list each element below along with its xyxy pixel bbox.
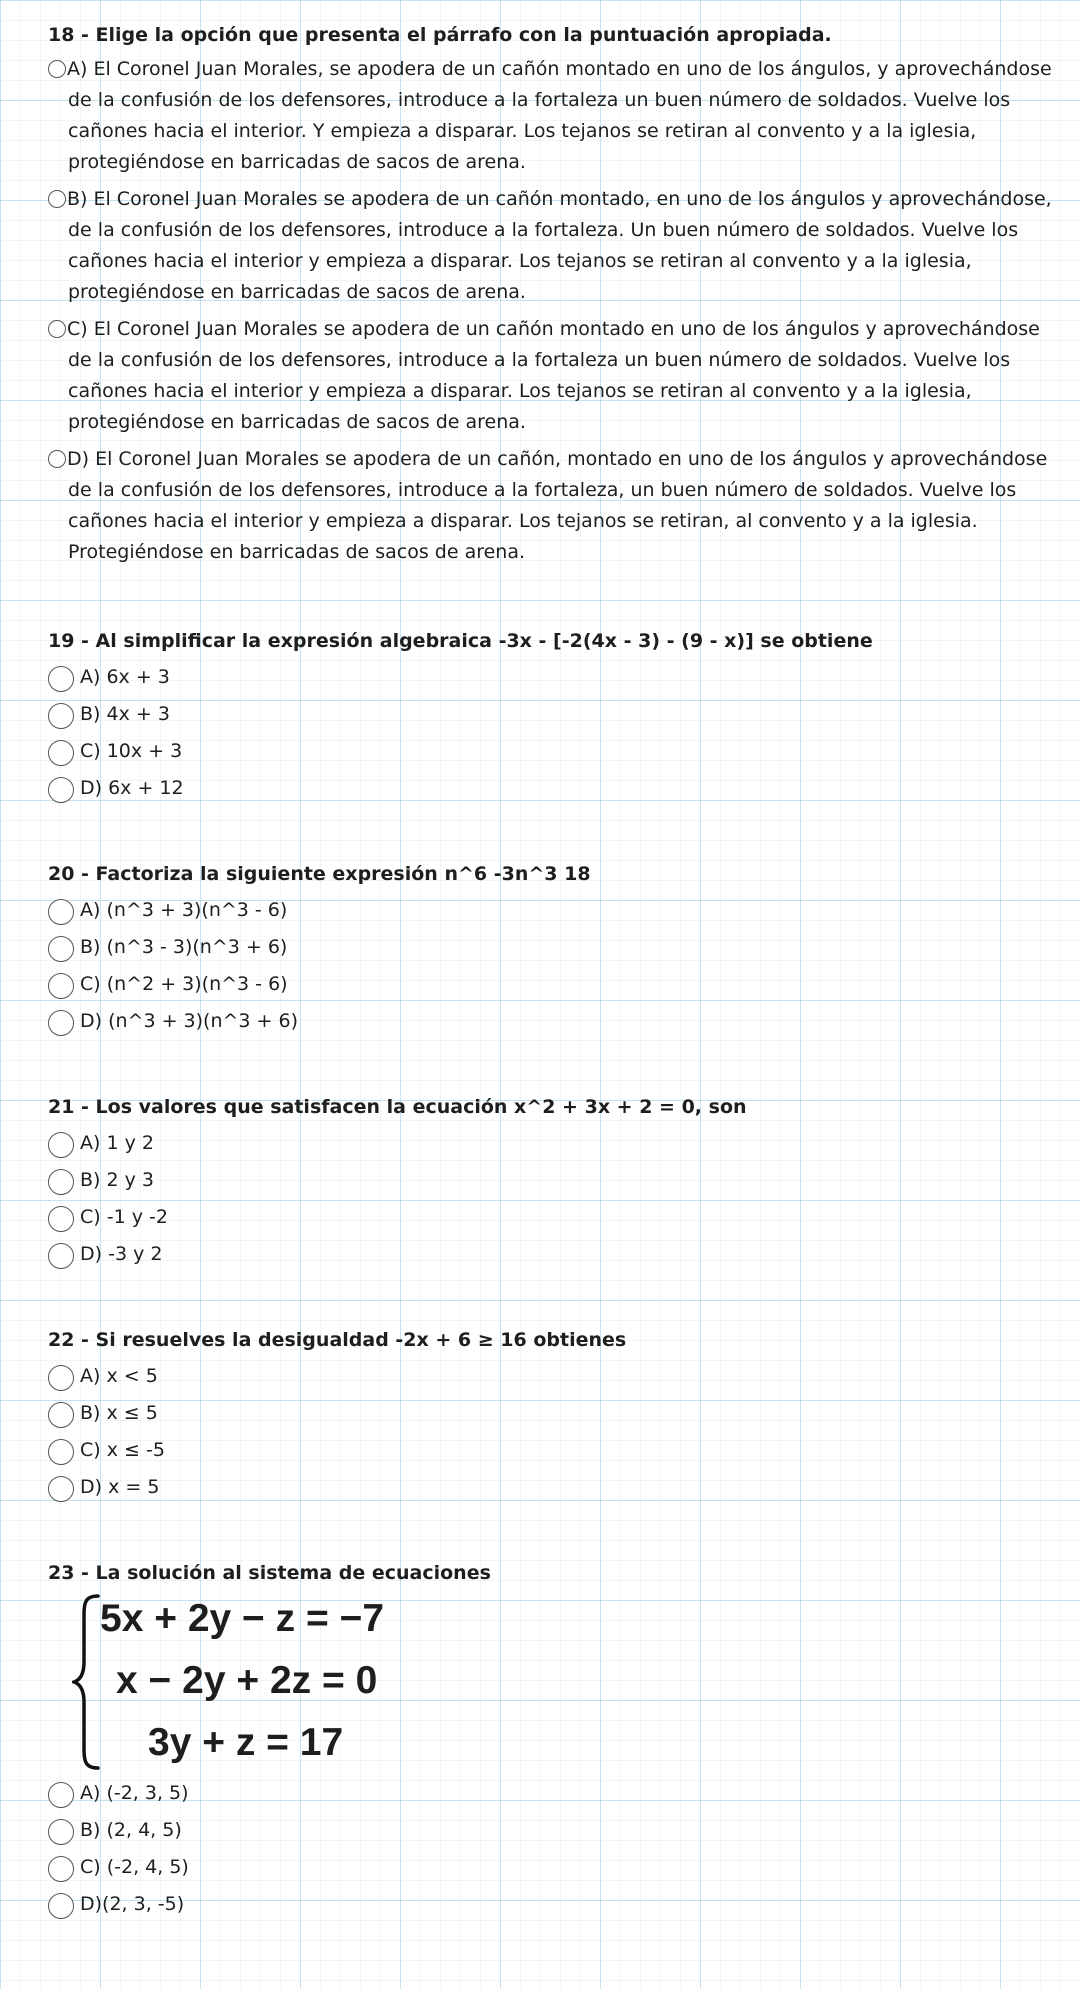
option-label: C) -1 y -2 [80, 1206, 168, 1228]
radio-button[interactable] [48, 320, 66, 338]
option-label: C) El Coronel Juan Morales se apodera de un cañón montado en uno de los ángulos y aprovechándose de la confusión de los defensores, introduce a la fortaleza un buen número de soldados. Vuelve los cañones hacia el interior y empieza a disparar. Los tejanos se retiran al convento y a la iglesia, protegiéndose en barricadas de sacos de arena. [67, 318, 1040, 433]
option-label: D) El Coronel Juan Morales se apodera de un cañón, montado en uno de los ángulos y aprovechándose de la confusión de los defensores, introduce a la fortaleza, un buen número de soldados. Vuelve los cañones hacia el interior y empieza a disparar. Los tejanos se retiran, al convento y a la iglesia. Protegiéndose en barricadas de sacos de arena. [67, 448, 1048, 563]
option-c[interactable] [48, 1850, 1068, 1884]
option-label: B) (n^3 - 3)(n^3 + 6) [80, 936, 288, 958]
radio-button[interactable] [48, 1132, 74, 1158]
option-label: A) (n^3 + 3)(n^3 - 6) [80, 899, 288, 921]
option-label: D) (n^3 + 3)(n^3 + 6) [80, 1010, 299, 1032]
radio-button[interactable] [48, 666, 74, 692]
option-b[interactable] [48, 184, 1068, 308]
option-d[interactable] [48, 1470, 1068, 1504]
equation-3: 3y + z = 17 [148, 1721, 344, 1764]
option-d[interactable] [48, 444, 1068, 568]
radio-button[interactable] [48, 1819, 74, 1845]
question-title: 19 - Al simplificar la expresión algebraica -3x - [-2(4x - 3) - (9 - x)] se obtiene [48, 630, 873, 652]
option-b[interactable] [48, 1163, 1068, 1197]
radio-button[interactable] [48, 899, 74, 925]
option-a[interactable] [48, 1359, 1068, 1393]
option-b[interactable] [48, 930, 1068, 964]
option-a[interactable] [48, 893, 1068, 927]
option-a[interactable] [48, 1126, 1068, 1160]
option-d[interactable] [48, 1887, 1068, 1921]
question-20 [48, 861, 1068, 1041]
option-label: B) 2 y 3 [80, 1169, 154, 1191]
question-title: 21 - Los valores que satisfacen la ecuación x^2 + 3x + 2 = 0, son [48, 1096, 747, 1118]
radio-button[interactable] [48, 777, 74, 803]
radio-button[interactable] [48, 1856, 74, 1882]
radio-button[interactable] [48, 60, 66, 78]
radio-button[interactable] [48, 740, 74, 766]
option-c[interactable] [48, 1200, 1068, 1234]
equation-1: 5x + 2y − z = −7 [100, 1597, 385, 1640]
option-label: A) 1 y 2 [80, 1132, 154, 1154]
option-a[interactable] [48, 1776, 1068, 1810]
question-22 [48, 1327, 1068, 1507]
question-19 [48, 628, 1068, 808]
question-18 [48, 22, 1068, 574]
radio-button[interactable] [48, 1476, 74, 1502]
option-label: D)(2, 3, -5) [80, 1893, 185, 1915]
option-b[interactable] [48, 1396, 1068, 1430]
option-c[interactable] [48, 967, 1068, 1001]
radio-button[interactable] [48, 1365, 74, 1391]
option-b[interactable] [48, 1813, 1068, 1847]
radio-button[interactable] [48, 1169, 74, 1195]
option-d[interactable] [48, 771, 1068, 805]
radio-button[interactable] [48, 1893, 74, 1919]
option-label: A) x < 5 [80, 1365, 158, 1387]
option-d[interactable] [48, 1004, 1068, 1038]
option-c[interactable] [48, 734, 1068, 768]
option-b[interactable] [48, 697, 1068, 731]
option-label: C) 10x + 3 [80, 740, 183, 762]
left-brace-icon [72, 1592, 102, 1772]
option-c[interactable] [48, 1433, 1068, 1467]
radio-button[interactable] [48, 1206, 74, 1232]
question-title: 20 - Factoriza la siguiente expresión n^6 -3n^3 18 [48, 863, 591, 885]
radio-button[interactable] [48, 936, 74, 962]
option-label: B) 4x + 3 [80, 703, 170, 725]
radio-button[interactable] [48, 1782, 74, 1808]
radio-button[interactable] [48, 1402, 74, 1428]
option-label: B) El Coronel Juan Morales se apodera de un cañón montado, en uno de los ángulos y aprovechándose, de la confusión de los defensores, introduce a la fortaleza. Un buen número de soldados. Vuelve los cañones hacia el interior y empieza a disparar. Los tejanos se retiran al convento y a la iglesia, protegiéndose en barricadas de sacos de arena. [67, 188, 1052, 303]
option-label: D) 6x + 12 [80, 777, 184, 799]
option-label: C) (-2, 4, 5) [80, 1856, 189, 1878]
option-label: A) (-2, 3, 5) [80, 1782, 189, 1804]
option-a[interactable] [48, 54, 1068, 178]
question-title: 22 - Si resuelves la desigualdad -2x + 6 ≥ 16 obtienes [48, 1329, 627, 1351]
question-title: 18 - Elige la opción que presenta el párrafo con la puntuación apropiada. [48, 24, 832, 46]
option-label: D) x = 5 [80, 1476, 160, 1498]
radio-button[interactable] [48, 450, 66, 468]
equation-2: x − 2y + 2z = 0 [116, 1659, 378, 1702]
option-label: C) x ≤ -5 [80, 1439, 165, 1461]
radio-button[interactable] [48, 703, 74, 729]
question-title: 23 - La solución al sistema de ecuaciones [48, 1562, 491, 1584]
question-23 [48, 1560, 1068, 1924]
radio-button[interactable] [48, 1439, 74, 1465]
question-21 [48, 1094, 1068, 1274]
equation-system [72, 1592, 412, 1772]
option-label: A) El Coronel Juan Morales, se apodera de un cañón montado en uno de los ángulos, y aprovechándose de la confusión de los defensores, introduce a la fortaleza un buen número de soldados. Vuelve los cañones hacia el interior. Y empieza a disparar. Los tejanos se retiran al convento y a la iglesia, protegiéndose en barricadas de sacos de arena. [67, 58, 1052, 173]
option-label: C) (n^2 + 3)(n^3 - 6) [80, 973, 288, 995]
option-label: B) x ≤ 5 [80, 1402, 158, 1424]
radio-button[interactable] [48, 190, 66, 208]
radio-button[interactable] [48, 973, 74, 999]
radio-button[interactable] [48, 1243, 74, 1269]
option-label: B) (2, 4, 5) [80, 1819, 182, 1841]
radio-button[interactable] [48, 1010, 74, 1036]
option-label: A) 6x + 3 [80, 666, 170, 688]
option-c[interactable] [48, 314, 1068, 438]
option-a[interactable] [48, 660, 1068, 694]
option-label: D) -3 y 2 [80, 1243, 163, 1265]
option-d[interactable] [48, 1237, 1068, 1271]
